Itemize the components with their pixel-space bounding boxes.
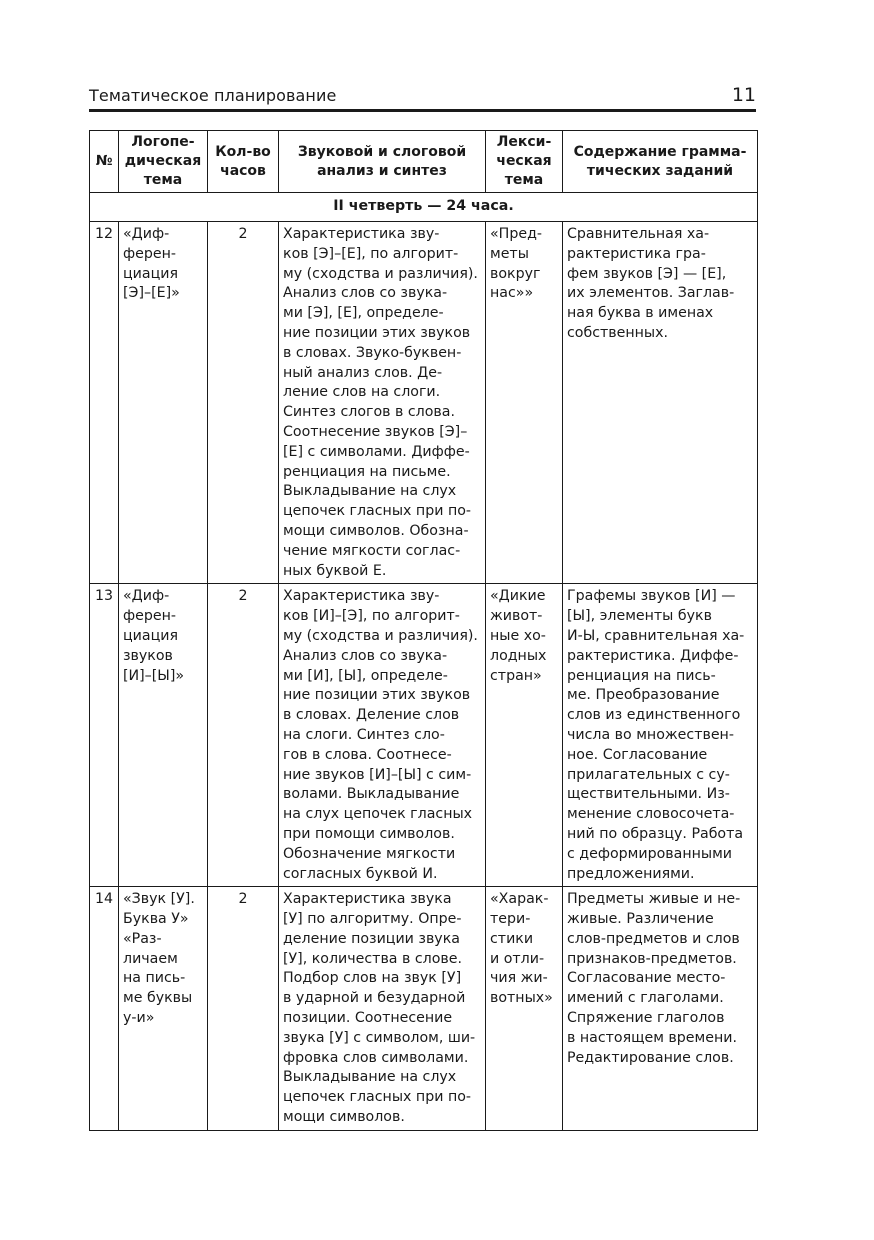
page-number: 11: [731, 84, 756, 106]
row-hours: 2: [208, 222, 279, 584]
row-lexical: «Харак- тери- стики и отли- чия жи- вотных»: [486, 887, 563, 1131]
planning-table: [89, 130, 758, 1131]
row-grammar: Предметы живые и не- живые. Различение слов-предметов и слов признаков-предметов. Согласование место- имений с глаголами. Спряжение глаголов в настоящем времени. Редактирование слов.: [563, 887, 758, 1131]
column-header-lexical: Лекси- ческая тема: [486, 131, 563, 193]
row-number: 13: [90, 584, 119, 887]
row-topic: «Звук [У]. Буква У» «Раз- личаем на пись- ме буквы у-и»: [119, 887, 208, 1131]
row-lexical: «Пред- меты вокруг нас»»: [486, 222, 563, 584]
row-number: 14: [90, 887, 119, 1131]
row-analysis: Характеристика зву- ков [И]–[Э], по алгорит- му (сходства и различия). Анализ слов со звука- ми [И], [Ы], определе- ние позиции этих звуков в словах. Деление слов на слоги. Синтез сло- гов в слова. Соотнесе- ние звуков [И]–[Ы] с сим- волами. Выкладывание на слух цепочек гласных при помощи символов. Обозначение мягкости согласных буквой И.: [279, 584, 486, 887]
table-row: [90, 222, 758, 584]
row-lexical: «Дикие живот- ные хо- лодных стран»: [486, 584, 563, 887]
row-number: 12: [90, 222, 119, 584]
column-header-topic: Логопе- дическая тема: [119, 131, 208, 193]
table-row: [90, 584, 758, 887]
row-hours: 2: [208, 887, 279, 1131]
column-header-analysis: Звуковой и слоговой анализ и синтез: [279, 131, 486, 193]
quarter-label: II четверть — 24 часа.: [90, 193, 758, 222]
table-row: [90, 887, 758, 1131]
row-analysis: Характеристика звука [У] по алгоритму. Опре- деление позиции звука [У], количества в слове. Подбор слов на звук [У] в ударной и безударной позиции. Соотнесение звука [У] с символом, ши- фровка слов символами. Выкладывание на слух цепочек гласных при по- мощи символов.: [279, 887, 486, 1131]
row-grammar: Графемы звуков [И] — [Ы], элементы букв И-Ы, сравнительная ха- рактеристика. Диффе- ренциация на пись- ме. Преобразование слов из единственного числа во множествен- ное. Согласование прилагательных с су- ществительными. Из- менение словосочета- ний по образцу. Работа с деформированными предложениями.: [563, 584, 758, 887]
row-topic: «Диф- ферен- циация [Э]–[Е]»: [119, 222, 208, 584]
quarter-row: [90, 193, 758, 222]
row-hours: 2: [208, 584, 279, 887]
column-header-grammar: Содержание грамма- тических заданий: [563, 131, 758, 193]
running-head: [89, 84, 756, 112]
row-analysis: Характеристика зву- ков [Э]–[Е], по алгорит- му (сходства и различия). Анализ слов со звука- ми [Э], [Е], определе- ние позиции этих звуков в словах. Звуко-буквен- ный анализ слов. Де- ление слов на слоги. Синтез слогов в слова. Соотнесение звуков [Э]– [Е] с символами. Диффе- ренциация на письме. Выкладывание на слух цепочек гласных при по- мощи символов. Обозна- чение мягкости соглас- ных буквой Е.: [279, 222, 486, 584]
column-header-hours: Кол-во часов: [208, 131, 279, 193]
row-topic: «Диф- ферен- циация звуков [И]–[Ы]»: [119, 584, 208, 887]
row-grammar: Сравнительная ха- рактеристика гра- фем звуков [Э] — [Е], их элементов. Заглав- ная буква в именах собственных.: [563, 222, 758, 584]
column-header-number: №: [90, 131, 119, 193]
table-header-row: [90, 131, 758, 193]
section-title: Тематическое планирование: [89, 86, 337, 105]
